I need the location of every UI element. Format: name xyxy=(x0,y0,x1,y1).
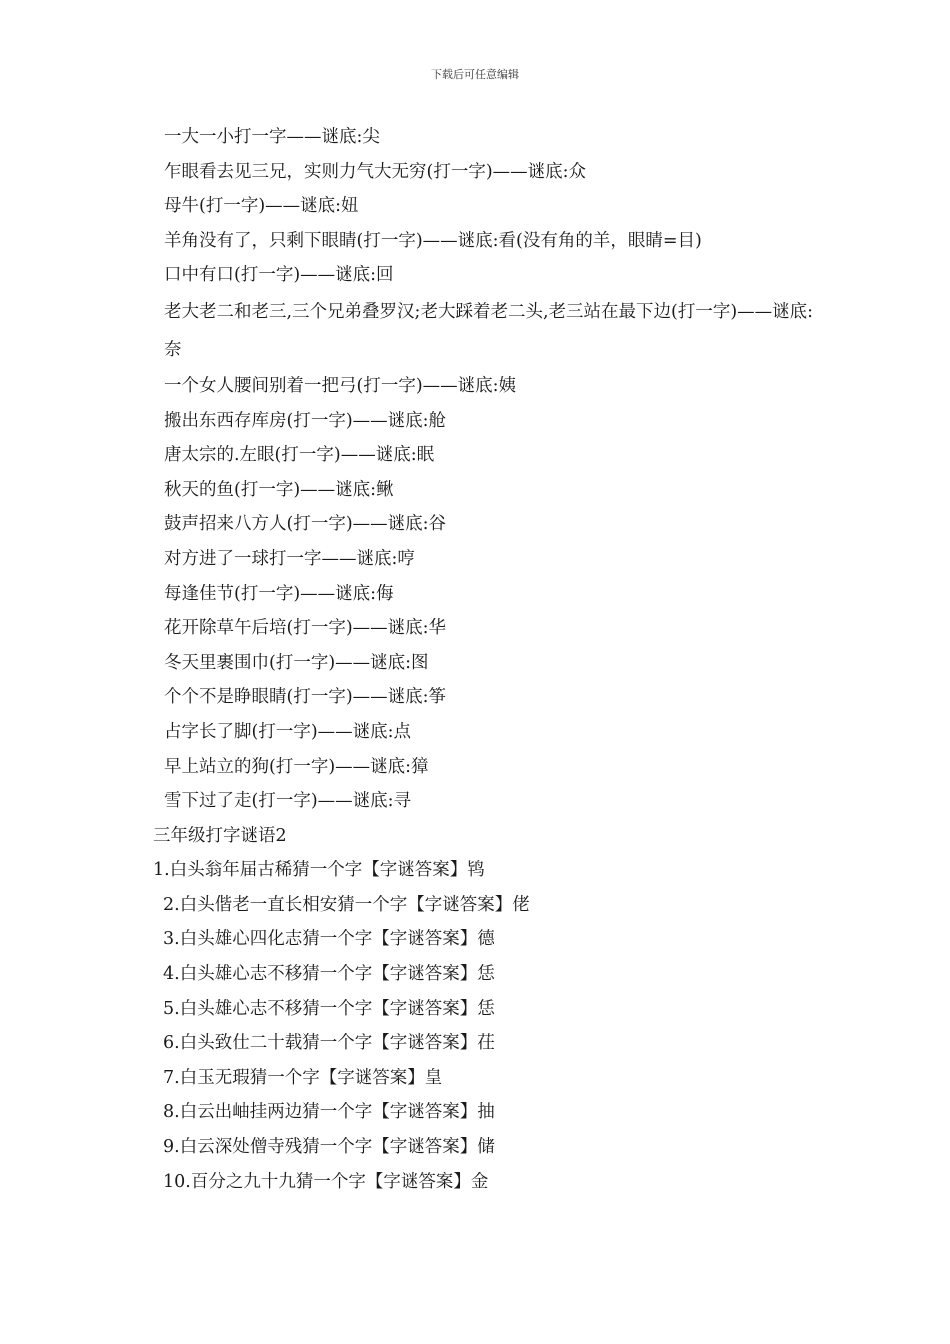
riddle-line: 秋天的鱼(打一字)——谜底:鳅 xyxy=(164,479,394,500)
riddle-line: 雪下过了走(打一字)——谜底:寻 xyxy=(164,791,412,812)
numbered-riddle: 7.白玉无瑕猜一个字【字谜答案】皇 xyxy=(163,1067,443,1088)
riddle-line: 乍眼看去见三兄，实则力气大无穷(打一字)——谜底:众 xyxy=(164,161,587,182)
riddle-wrapped-text: 老大老二和老三,三个兄弟叠罗汉;老大踩着老二头,老三站在最下边(打一字)——谜底:奈 xyxy=(164,301,814,360)
numbered-riddle: 1.白头翁年届古稀猜一个字【字谜答案】鸨 xyxy=(153,860,485,881)
section-title: 三年级打字谜语2 xyxy=(153,825,287,846)
riddle-line: 对方进了一球打一字——谜底:哼 xyxy=(164,548,415,569)
riddle-line: 一大一小打一字——谜底:尖 xyxy=(164,127,380,147)
numbered-riddle: 2.白头偕老一直长相安猜一个字【字谜答案】佬 xyxy=(163,894,530,915)
riddle-line: 鼓声招来八方人(打一字)——谜底:谷 xyxy=(164,514,447,535)
riddle-line: 一个女人腰间别着一把弓(打一字)——谜底:姨 xyxy=(164,375,517,396)
page-header-note: 下载后可任意编辑 xyxy=(431,68,519,81)
numbered-riddle: 4.白头雄心志不移猜一个字【字谜答案】恁 xyxy=(163,964,495,985)
riddle-line: 唐太宗的.左眼(打一字)——谜底:眠 xyxy=(164,445,435,466)
numbered-riddle: 3.白头雄心四化志猜一个字【字谜答案】德 xyxy=(163,929,495,950)
riddle-line: 母牛(打一字)——谜底:妞 xyxy=(164,196,359,217)
riddle-line: 搬出东西存库房(打一字)——谜底:舱 xyxy=(164,410,447,431)
riddle-line: 个个不是睁眼睛(打一字)——谜底:筝 xyxy=(164,687,447,708)
riddle-line: 早上站立的狗(打一字)——谜底:獐 xyxy=(164,756,429,777)
riddle-line: 花开除草午后培(打一字)——谜底:华 xyxy=(164,618,447,639)
document-body xyxy=(143,120,823,1199)
numbered-riddle: 6.白头致仕二十载猜一个字【字谜答案】茌 xyxy=(163,1033,495,1054)
riddle-line: 冬天里裹围巾(打一字)——谜底:图 xyxy=(164,652,429,673)
numbered-riddle: 9.白云深处僧寺残猜一个字【字谜答案】储 xyxy=(163,1137,495,1158)
numbered-riddle: 10.百分之九十九猜一个字【字谜答案】金 xyxy=(163,1171,489,1192)
riddle-line: 口中有口(打一字)——谜底:回 xyxy=(164,265,394,286)
riddle-line: 占字长了脚(打一字)——谜底:点 xyxy=(164,721,412,742)
riddle-line: 羊角没有了，只剩下眼睛(打一字)——谜底:看(没有角的羊，眼睛=目) xyxy=(164,230,702,251)
numbered-riddle: 8.白云出岫挂两边猜一个字【字谜答案】抽 xyxy=(163,1102,495,1123)
riddle-line: 每逢佳节(打一字)——谜底:侮 xyxy=(164,583,394,604)
riddle-line-wrapped xyxy=(143,293,824,369)
numbered-riddle: 5.白头雄心志不移猜一个字【字谜答案】恁 xyxy=(163,998,495,1019)
